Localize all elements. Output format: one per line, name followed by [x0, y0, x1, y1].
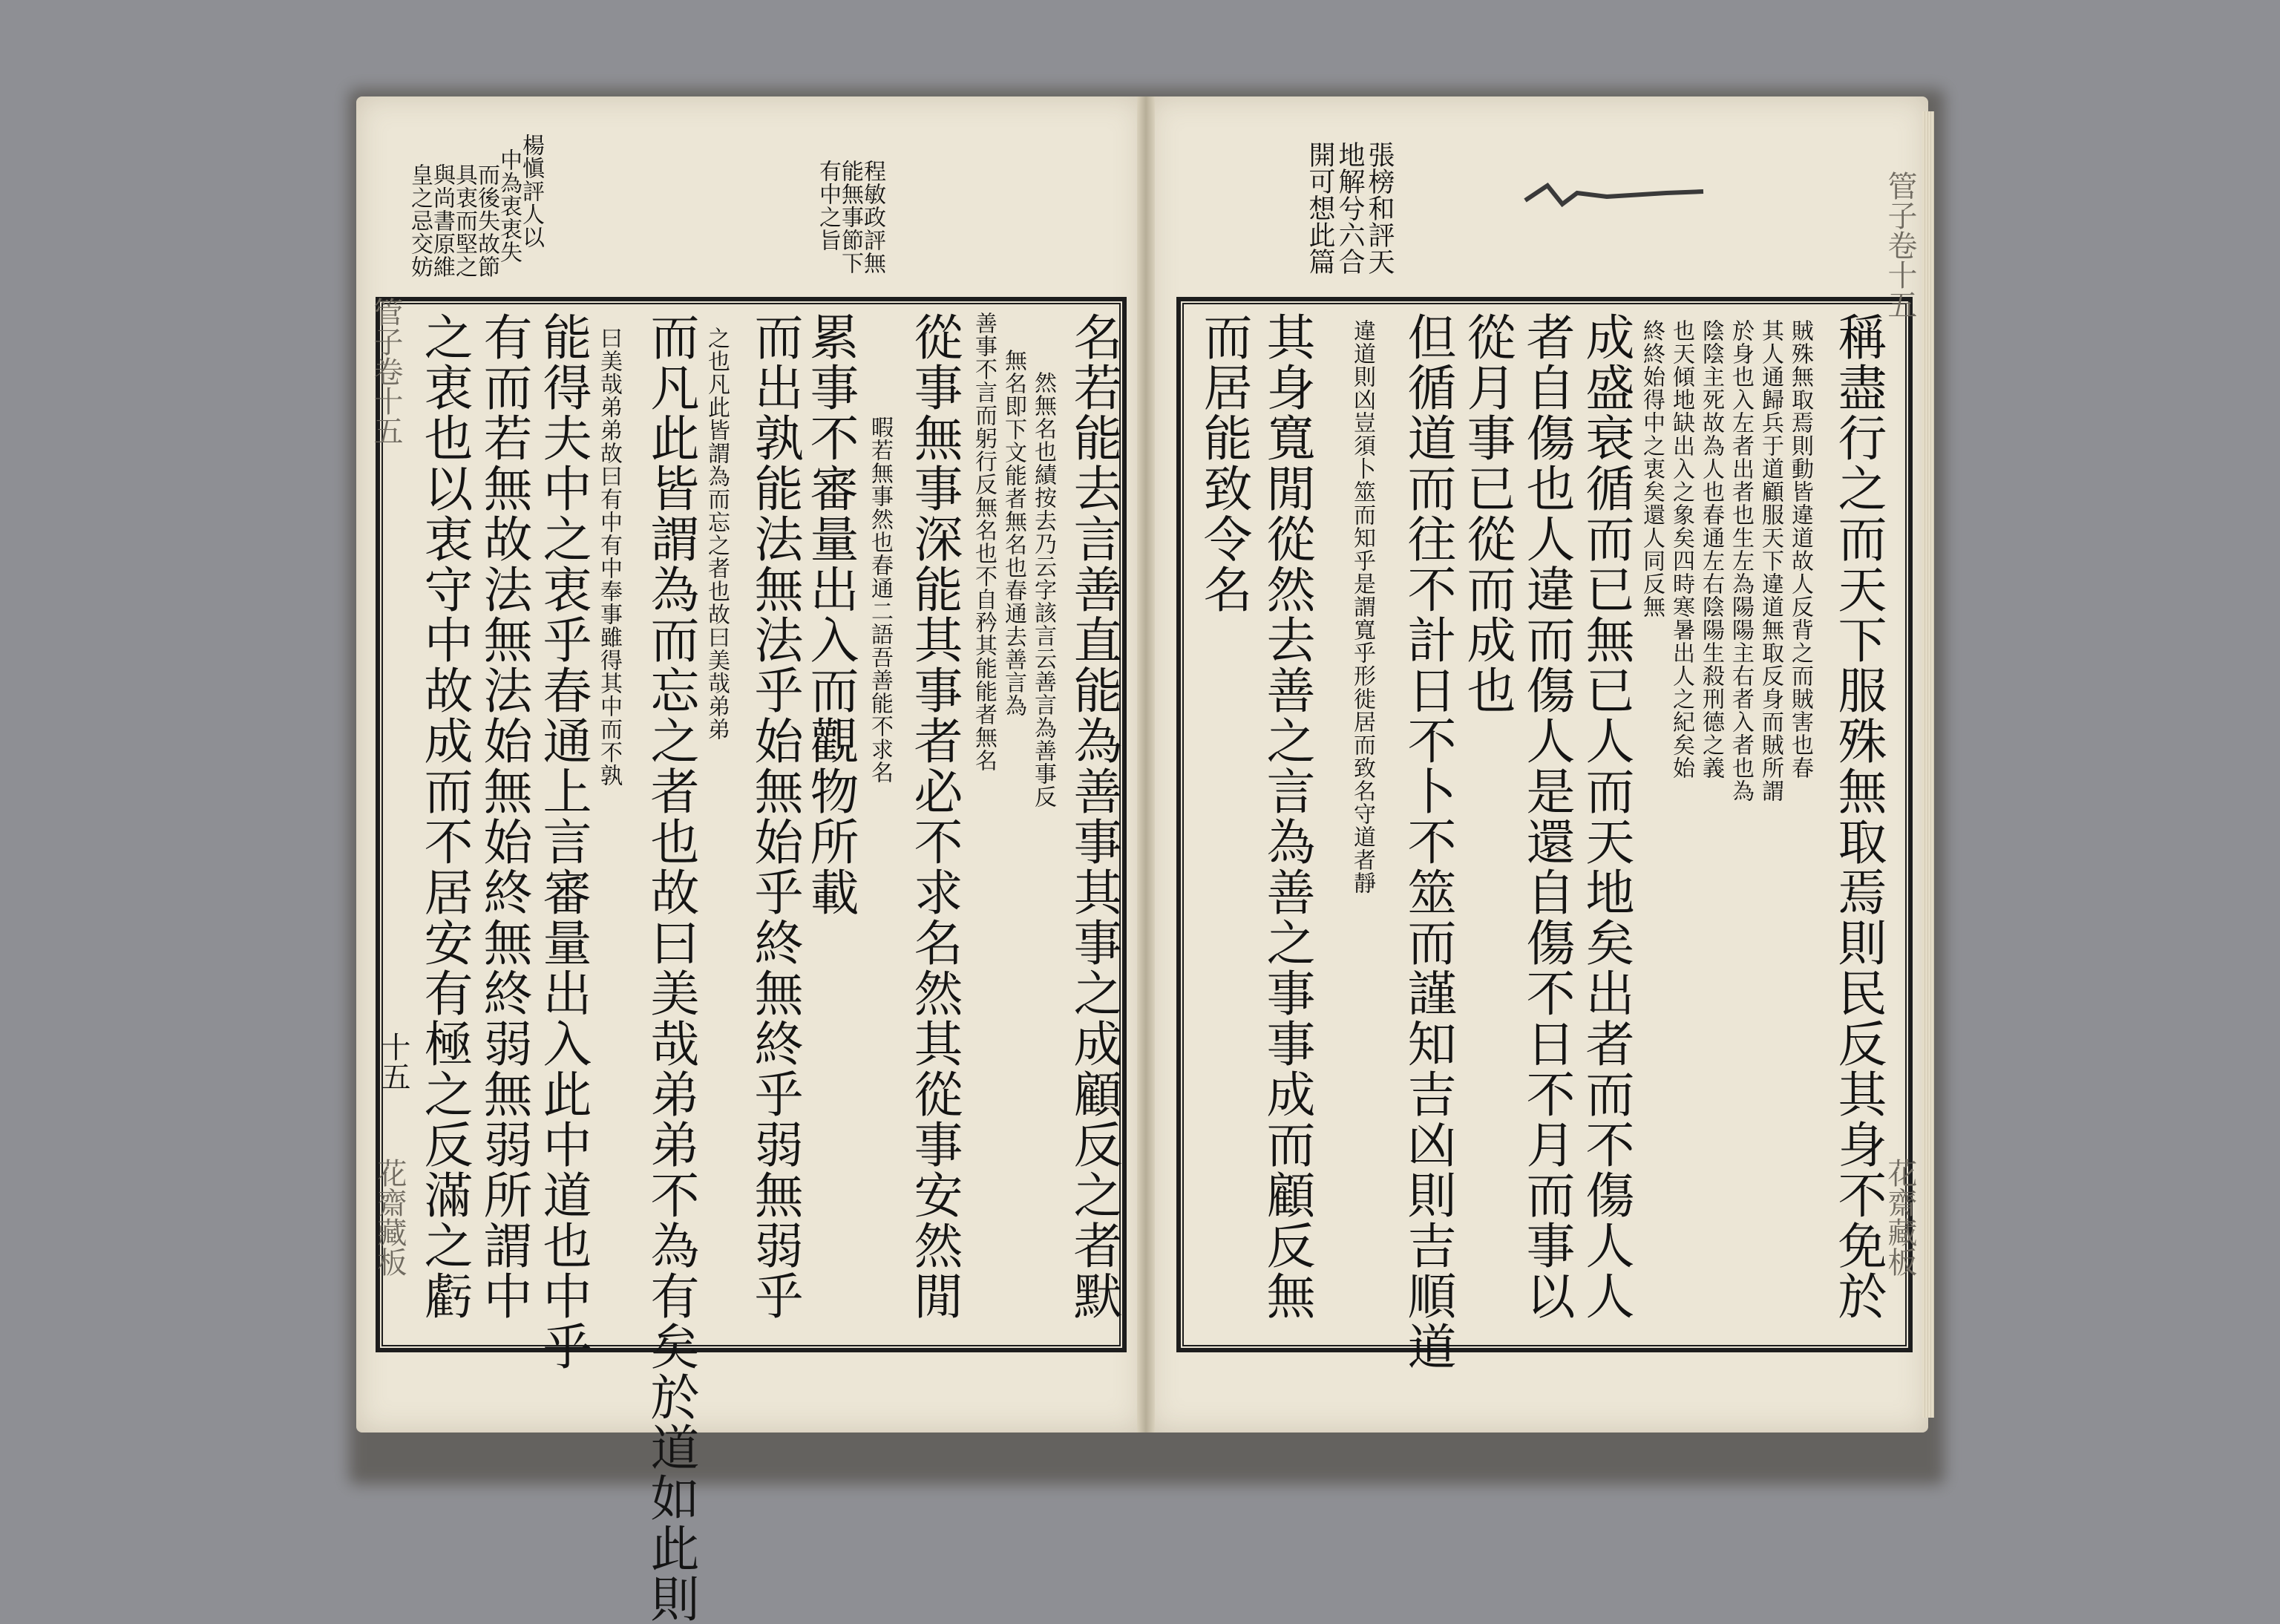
right-commentary-column: 陰陰主死故為人也春通左右陰陽生殺刑德之義 [1698, 319, 1724, 779]
left-text-column: 累事不審量出入而觀物所載 [802, 312, 859, 917]
right-commentary-column: 違道則凶豈須卜筮而知乎是謂寬乎形徙居而致名守道者靜 [1349, 319, 1375, 894]
right-text-column: 稱盡行之而天下服殊無取焉則民反其身不免於 [1829, 312, 1887, 1321]
left-commentary-column: 暇若無事然也春通二語吾善能不求名 [867, 416, 893, 784]
left-folio-number: 十五 [376, 1032, 410, 1091]
left-publisher-mark: 花齋藏板 [373, 1158, 407, 1277]
right-edge-label: 管子卷十五 [1883, 171, 1917, 319]
left-commentary-column: 曰美哉弟弟故曰有中有中奉事雖得其中而不孰 [596, 327, 622, 787]
left-text-column: 而出孰能法無法乎始無始乎終無終乎弱無弱乎 [746, 312, 803, 1321]
right-text-column: 者自傷也人違而傷人是還自傷不日不月而事以 [1518, 312, 1575, 1321]
left-margin-note: 程敏政評無 [859, 160, 885, 275]
left-edge-label: 管子卷十五 [369, 297, 403, 445]
ink-smudge-icon [1518, 171, 1711, 223]
left-commentary-column: 善事不言而躬行反無名也不自矜其能能者無名 [971, 312, 997, 772]
right-commentary-column: 賊殊無取焉則動皆違道故人反背之而賊害也春 [1787, 319, 1813, 779]
left-commentary-column: 之也凡此皆謂為而忘之者也故曰美哉弟弟 [704, 327, 730, 741]
left-text-column: 能得夫中之衷乎春通上言審量出入此中道也中乎 [534, 312, 592, 1372]
left-margin-note: 能無事節下 [837, 160, 863, 275]
left-margin-note: 楊愼評人以 [518, 134, 544, 249]
right-text-column: 而居能致令名 [1195, 312, 1252, 615]
right-commentary-column: 終終始得中之衷矣還人同反無 [1639, 319, 1665, 618]
right-text-column: 成盛衰循而已無已人而天地矣出者而不傷人人 [1577, 312, 1634, 1321]
right-text-column: 從月事已從而成也 [1458, 312, 1516, 716]
page-edges [1922, 111, 1934, 1418]
left-text-column: 從事無事深能其事者必不求名然其從事安然閒 [905, 312, 963, 1321]
left-margin-note: 而後失故節 [474, 163, 499, 278]
left-margin-note: 中為衷衷失 [496, 148, 522, 263]
left-commentary-column: 然無名也績按去乃云字該言云善言為善事反 [1030, 371, 1056, 808]
faded-stamp-mark [1518, 171, 1711, 223]
left-commentary-column: 無名即下文能者無名也春通去善言為 [1000, 349, 1026, 717]
right-commentary-column: 其人通歸兵于道顧服天下違道無取反身而賊所謂 [1758, 319, 1783, 802]
right-margin-note: 地解兮六合 [1334, 141, 1365, 275]
right-commentary-column: 於身也入左者出者也生左為陽陽主右者入者也為 [1728, 319, 1754, 802]
right-margin-note: 張榜和評天 [1364, 141, 1395, 275]
right-commentary-column: 也天傾地缺出入之象矣四時寒暑出人之紀矣始 [1668, 319, 1694, 779]
book-gutter [1137, 96, 1155, 1433]
left-margin-note: 具衷而堅之 [451, 163, 477, 278]
left-text-column: 名若能去言善直能為善事其事之成顧反之者默 [1065, 312, 1122, 1321]
left-text-column: 有而若無故法無法始無始終無終弱無弱所謂中 [475, 312, 532, 1321]
left-margin-note: 皇之忌交妨 [407, 163, 433, 278]
left-text-column: 之衷也以衷守中故成而不居安有極之反滿之虧 [416, 312, 473, 1321]
right-text-column: 其身寬閒從然去善之言為善之事事成而顧反無 [1258, 312, 1315, 1321]
right-text-column: 但循道而往不計日不卜不筮而謹知吉凶則吉順道 [1399, 312, 1456, 1372]
left-margin-note: 有中之旨 [815, 160, 841, 252]
right-publisher-mark: 花齋藏板 [1883, 1158, 1917, 1277]
right-margin-note: 開可想此篇 [1305, 141, 1335, 275]
left-margin-note: 與尚書原維 [429, 163, 455, 278]
left-text-column: 而凡此皆謂為而忘之者也故曰美哉弟弟不為有矣於道如此則 [642, 312, 699, 1624]
